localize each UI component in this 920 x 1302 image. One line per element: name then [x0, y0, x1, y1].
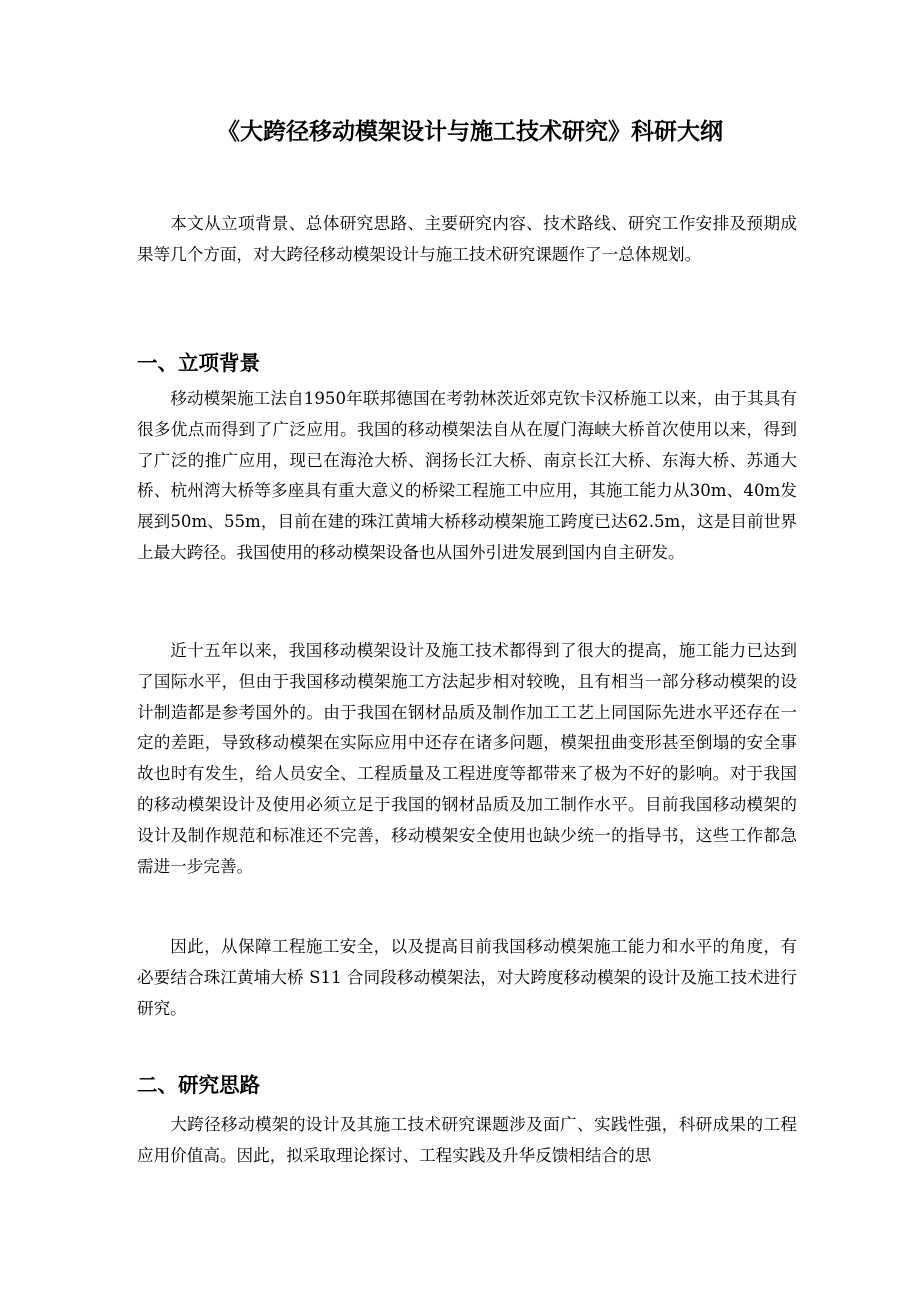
intro-paragraph: 本文从立项背景、总体研究思路、主要研究内容、技术路线、研究工作安排及预期成果等几个方面，对大跨径移动模架设计与施工技术研究课题作了一总体规划。 — [137, 214, 797, 264]
research-approach-paragraph-1: 大跨径移动模架的设计及其施工技术研究课题涉及面广、实践性强，科研成果的工程应用价值高。因此，拟采取理论探讨、工程实践及升华反馈相结合的思 — [137, 1115, 797, 1165]
document-title: 《大跨径移动模架设计与施工技术研究》科研大纲 — [217, 119, 723, 145]
background-paragraph-3: 因此，从保障工程施工安全，以及提高目前我国移动模架施工能力和水平的角度，有必要结合珠江黄埔大桥 S11 合同段移动模架法，对大跨度移动模架的设计及施工技术进行研究。 — [137, 937, 797, 1018]
background-paragraph-2: 近十五年以来，我国移动模架设计及施工技术都得到了很大的提高，施工能力已达到了国际水平，但由于我国移动模架施工方法起步相对较晚，且有相当一部分移动模架的设计制造都是参考国外的。由于我国在钢材品质及制作加工工艺上同国际先进水平还存在一定的差距，导致移动模架在实际应用中还存在诸多问题，模架扭曲变形甚至倒塌的安全事故也时有发生，给人员安全、工程质量及工程进度等都带来了极为不好的影响。对于我国的移动模架设计及使用必须立足于我国的钢材品质及加工制作水平。目前我国移动模架的设计及制作规范和标准还不完善，移动模架安全使用也缺少统一的指导书，这些工作都急需进一步完善。 — [137, 641, 797, 876]
section-heading-research-approach: 二、研究思路 — [137, 1073, 260, 1097]
section-heading-background: 一、立项背景 — [137, 351, 260, 375]
background-paragraph-1: 移动模架施工法自1950年联邦德国在考勃林茨近郊克钦卡汉桥施工以来，由于其具有很多优点而得到了广泛应用。我国的移动模架法自从在厦门海峡大桥首次使用以来，得到了广泛的推广应用，现已在海沧大桥、润扬长江大桥、南京长江大桥、东海大桥、苏通大桥、杭州湾大桥等多座具有重大意义的桥梁工程施工中应用，其施工能力从30m、40m发展到50m、55m，目前在建的珠江黄埔大桥移动模架施工跨度已达62.5m，这是目前世界上最大跨径。我国使用的移动模架设备也从国外引进发展到国内自主研发。 — [137, 389, 797, 562]
